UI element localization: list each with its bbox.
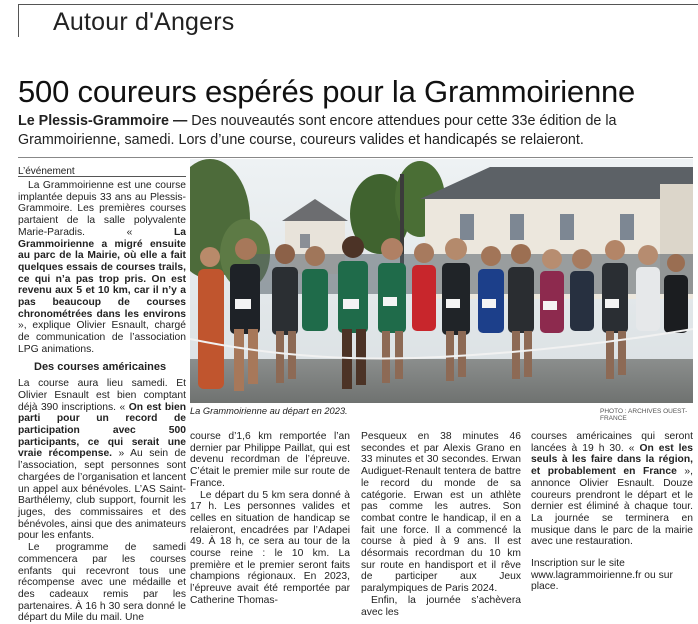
race-start-illustration: [190, 159, 693, 403]
col2-paragraph-2: Le départ du 5 km sera donné à 17 h. Les personnes valides et celles en situation de handicap se relaieront, encadrées par l’Adapei 49. À 18 h, ce sera au tour de la course reine : le 10 km. La première et le premier seront faits champions régionaux. En 2023, l’épreuve avait été remportée par Catherine Thomas-: [190, 489, 350, 606]
article-chapo: [18, 112, 693, 150]
article-column-2: [190, 431, 350, 607]
event-label: L’événement: [18, 166, 75, 177]
section-rubric: Autour d'Angers: [53, 8, 235, 36]
event-label-box: [18, 161, 186, 177]
header-separator: [18, 157, 693, 158]
photo-caption: La Grammoirienne au départ en 2023.: [190, 406, 348, 416]
col3-paragraph-1: Pesqueux en 38 minutes 46 secondes et par Alexis Grano en 33 minutes et 30 secondes. Erwan Audiguet-Renault tentera de battre le record du monde de sa catégorie. Erwan est un athlète pas comme les autres. Son combat contre le handicap, il en a fait une force. Il a commencé la course à pied à 9 ans. Il est désormais recordman du 10 km sur route en handisport et il rêve de participer aux Jeux paralympiques de Paris 2024.: [361, 431, 521, 595]
col4-paragraph-1: courses américaines qui seront lancées à 19 h 30. « On est les seuls à les faire dans la région, et probablement en France », annonce Olivier Esnault. Douze coureurs prendront le départ et le dernier est éliminé à chaque tour. La journée se terminera en musique dans le parc de la mairie avec une restauration.: [531, 431, 693, 548]
col2-paragraph-1: course d’1,6 km remportée l’an dernier par Philippe Paillat, qui est devenu recordman de l’épreuve. C’était le premier mile sur route de France.: [190, 431, 350, 489]
article-column-1: [18, 180, 186, 624]
col1-paragraph-2: La course aura lieu samedi. Et Olivier Esnault est bien comptant déjà 390 inscriptions. « On est bien parti pour un record de participation avec 500 participants, ce qui serait une vraie récompense. » Au sein de l’association, sept personnes sont chargées de l’organisation et lancent un appel aux bénévoles. L’AS Saint-Barthélemy, club support, fournit les juges, des commissaires et des bénévoles, ainsi que des animateurs pour les enfants.: [18, 378, 187, 542]
col1-paragraph-3: Le programme de samedi commencera par les courses enfants qui recevront tous une récompense avec une médaille et des cadeaux remis par les partenaires. À 16 h 30 sera donné le départ du Mile du mail. Une: [18, 542, 186, 624]
photo-credit: PHOTO : ARCHIVES OUEST-FRANCE: [600, 408, 688, 422]
chapo-text: Des nouveautés sont encore attendues pour cette 33e édition de la Grammoirienne, samedi. Lors d’une course, coureurs valides et handicapés se relaieront.: [18, 113, 617, 148]
article-headline: 500 coureurs espérés pour la Grammoirienne: [18, 74, 636, 109]
article-column-4: [531, 431, 693, 593]
col3-paragraph-2: Enfin, la journée s’achèvera avec les: [361, 594, 521, 618]
dateline: Le Plessis-Grammoire —: [18, 113, 188, 129]
col4-paragraph-2: Inscription sur le site www.lagrammoirienne.fr ou sur place.: [531, 558, 673, 593]
col1-paragraph-1: La Grammoirienne est une course implantée depuis 33 ans au Plessis-Grammoire. Les premières courses partaient de la salle polyvalente Marie-Paradis. « La Grammoirienne a migré ensuite au parc de la Mairie, où elle a fait quelques essais de courses trails, ce qui n’a pas trop pris. On est revenu aux 5 et 10 km, car il n’y a pas beaucoup de courses chronométrées dans les environs », explique Olivier Esnault, chargé de communication de l’association LPG animations.: [18, 180, 186, 355]
section-rubric-frame: [18, 4, 698, 37]
subheading-courses-americaines: Des courses américaines: [34, 360, 167, 373]
article-column-3: [361, 431, 521, 618]
race-start-photo: [190, 159, 693, 403]
